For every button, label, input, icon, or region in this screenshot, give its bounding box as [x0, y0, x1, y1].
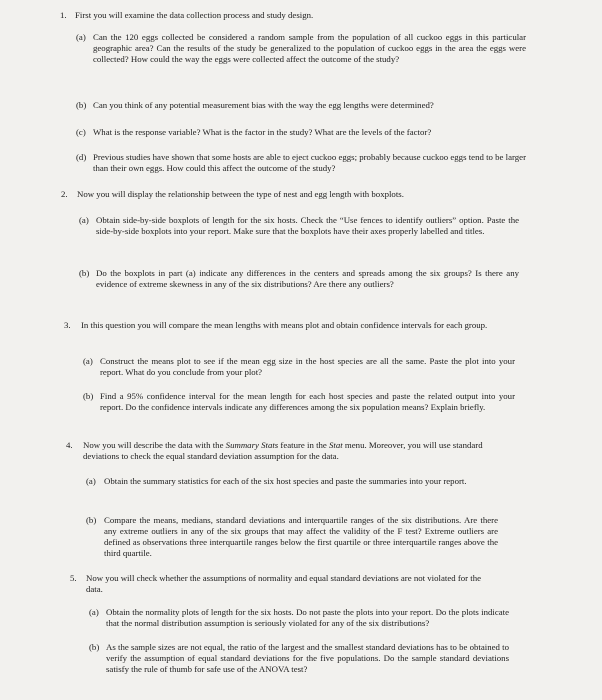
- part-text: Obtain the normality plots of length for the six hosts. Do not paste the plots into your report. Do the plots indicate that the normal distribution assumption is seriously violated for any of the six distributions?: [106, 607, 509, 628]
- part-label: (a): [76, 32, 86, 42]
- part-text: As the sample sizes are not equal, the ratio of the largest and the smallest standard deviations has to be obtained to verify the assumption of equal standard deviations for the five populations. Do the sample standard deviations satisfy the rule of thumb for safe use of the ANOVA test?: [106, 642, 509, 674]
- part-label: (b): [89, 642, 100, 652]
- question-text: Now you will display the relationship between the type of nest and egg length with boxplots.: [77, 189, 404, 199]
- stat-menu-term: Stat: [329, 440, 343, 450]
- question-text-part: menu. Moreover, you will use standard deviations to check the equal standard deviation assumption for the data.: [83, 440, 483, 461]
- part-label: (b): [83, 391, 94, 401]
- part-text: Compare the means, medians, standard deviations and interquartile ranges of the six distributions. Are there any extreme outliers in any of the six groups that may affect the validity of the F test? Extreme outliers are defined as observations three interquartile ranges below the first quartile or three interquartile ranges above the third quartile.: [104, 515, 498, 558]
- part-label: (b): [86, 515, 97, 525]
- part-label: (a): [79, 215, 89, 225]
- question-text-part: feature in the: [278, 440, 330, 450]
- part-label: (a): [83, 356, 93, 366]
- question-number: 5.: [70, 573, 77, 583]
- part-label: (a): [86, 476, 96, 486]
- part-label: (b): [76, 100, 87, 110]
- question-text: In this question you will compare the mean lengths with means plot and obtain confidence intervals for each group.: [81, 320, 488, 330]
- question-text: First you will examine the data collection process and study design.: [75, 10, 314, 20]
- question-text: Now you will check whether the assumptions of normality and equal standard deviations are not violated for the data.: [86, 573, 482, 594]
- part-text: Construct the means plot to see if the mean egg size in the host species are all the same. Paste the plot into your report. What do you conclude from your plot?: [100, 356, 515, 377]
- part-text: Can the 120 eggs collected be considered a random sample from the population of all cuckoo eggs in this particular geographic area? Can the results of the study be generalized to the population of cuckoo eggs in the area the eggs were collected? How could the way the eggs were collected affect the outcome of the study?: [93, 32, 526, 64]
- part-label: (d): [76, 152, 87, 162]
- summary-stats-term: Summary Stats: [225, 440, 279, 450]
- question-number: 1.: [60, 10, 67, 20]
- question-number: 3.: [64, 320, 71, 330]
- part-text: Previous studies have shown that some hosts are able to eject cuckoo eggs; probably because cuckoo eggs tend to be larger than their own eggs. How could this affect the outcome of the study?: [93, 152, 526, 173]
- part-text: What is the response variable? What is the factor in the study? What are the levels of the factor?: [93, 127, 432, 137]
- question-number: 4.: [66, 440, 73, 450]
- question-text-part: Now you will describe the data with the: [83, 440, 226, 450]
- part-label: (a): [89, 607, 99, 617]
- part-text: Obtain side-by-side boxplots of length for the six hosts. Check the “Use fences to identify outliers” option. Paste the side-by-side boxplots into your report. Make sure that the boxplots have their axes properly labelled and titles.: [96, 215, 519, 236]
- part-label: (c): [76, 127, 86, 137]
- part-text: Find a 95% confidence interval for the mean length for each host species and paste the related output into your report. Do the confidence intervals indicate any differences among the six population means? Explain briefly.: [100, 391, 515, 412]
- part-text: Obtain the summary statistics for each of the six host species and paste the summaries into your report.: [104, 476, 467, 486]
- question-text: [83, 440, 513, 462]
- part-text: Do the boxplots in part (a) indicate any differences in the centers and spreads among the six groups? Is there any evidence of extreme skewness in any of the six distributions? Are there any outliers?: [96, 268, 519, 289]
- part-text: Can you think of any potential measurement bias with the way the egg lengths were determined?: [93, 100, 434, 110]
- part-label: (b): [79, 268, 90, 278]
- question-number: 2.: [61, 189, 68, 199]
